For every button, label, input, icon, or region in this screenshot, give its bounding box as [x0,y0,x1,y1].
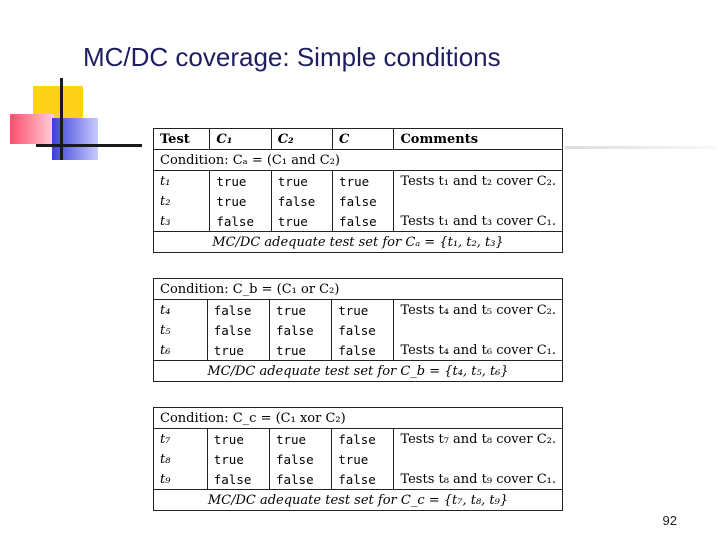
page-number: 92 [662,513,677,528]
table-row [154,320,563,340]
c-value: false [333,211,394,232]
summary-row [154,490,563,511]
adequate-test-set: MC/DC adequate test set for C_b = {t₄, t₅, t₆} [154,361,563,382]
c1-value: true [207,340,269,361]
adequate-test-set: MC/DC adequate test set for Cₐ = {t₁, t₂, t₃} [154,232,563,253]
c1-value: false [207,469,269,490]
test-id: t₆ [154,340,208,361]
c-value: true [332,300,394,321]
comment: Tests t₈ and t₉ cover C₁. [394,469,563,490]
truth-table-or [153,278,563,382]
header-c2: C₂ [271,129,332,150]
comment: Tests t₄ and t₅ cover C₂. [394,300,563,321]
comment [394,191,563,211]
table-row [154,300,563,321]
c-value: false [332,429,394,450]
test-id: t₇ [154,429,208,450]
header-c1: C₁ [210,129,271,150]
header-test: Test [154,129,210,150]
summary-row [154,361,563,382]
c-value: false [332,320,394,340]
comment: Tests t₁ and t₃ cover C₁. [394,211,563,232]
decorative-rule [565,146,715,149]
header-comments: Comments [394,129,563,150]
c2-value: true [271,171,332,192]
test-id: t₃ [154,211,210,232]
c2-value: true [269,300,331,321]
c2-value: false [269,320,331,340]
decorative-horizontal-line [36,144,142,147]
decorative-vertical-line [60,78,63,160]
truth-table-xor [153,407,563,511]
test-id: t₉ [154,469,208,490]
comment: Tests t₇ and t₈ cover C₂. [394,429,563,450]
c1-value: true [207,429,269,450]
test-id: t₈ [154,449,208,469]
condition-label: Condition: C_c = (C₁ xor C₂) [154,408,563,429]
c1-value: true [207,449,269,469]
comment: Tests t₁ and t₂ cover C₂. [394,171,563,192]
table-header-row [154,129,563,150]
c1-value: true [210,191,271,211]
c2-value: true [269,429,331,450]
c2-value: true [269,340,331,361]
c1-value: false [207,300,269,321]
test-id: t₄ [154,300,208,321]
c-value: false [332,469,394,490]
test-id: t₁ [154,171,210,192]
truth-table-and [153,128,563,253]
header-c: C [333,129,394,150]
table-row [154,469,563,490]
comment: Tests t₄ and t₆ cover C₁. [394,340,563,361]
c1-value: false [207,320,269,340]
c-value: true [333,171,394,192]
comment [394,449,563,469]
slide-title: MC/DC coverage: Simple conditions [83,42,501,72]
table-row [154,340,563,361]
decorative-red-bar [10,114,54,144]
c2-value: false [269,449,331,469]
c-value: false [333,191,394,211]
comment [394,320,563,340]
decorative-blue-square [52,118,98,160]
summary-row [154,232,563,253]
condition-row [154,279,563,300]
condition-label: Condition: Cₐ = (C₁ and C₂) [154,150,563,171]
c2-value: true [271,211,332,232]
c-value: true [332,449,394,469]
c2-value: false [271,191,332,211]
test-id: t₂ [154,191,210,211]
condition-row [154,408,563,429]
c1-value: true [210,171,271,192]
table-row [154,191,563,211]
test-id: t₅ [154,320,208,340]
condition-row [154,150,563,171]
table-row [154,429,563,450]
table-row [154,211,563,232]
adequate-test-set: MC/DC adequate test set for C_c = {t₇, t₈, t₉} [154,490,563,511]
c-value: false [332,340,394,361]
c2-value: false [269,469,331,490]
c1-value: false [210,211,271,232]
table-row [154,171,563,192]
table-row [154,449,563,469]
condition-label: Condition: C_b = (C₁ or C₂) [154,279,563,300]
